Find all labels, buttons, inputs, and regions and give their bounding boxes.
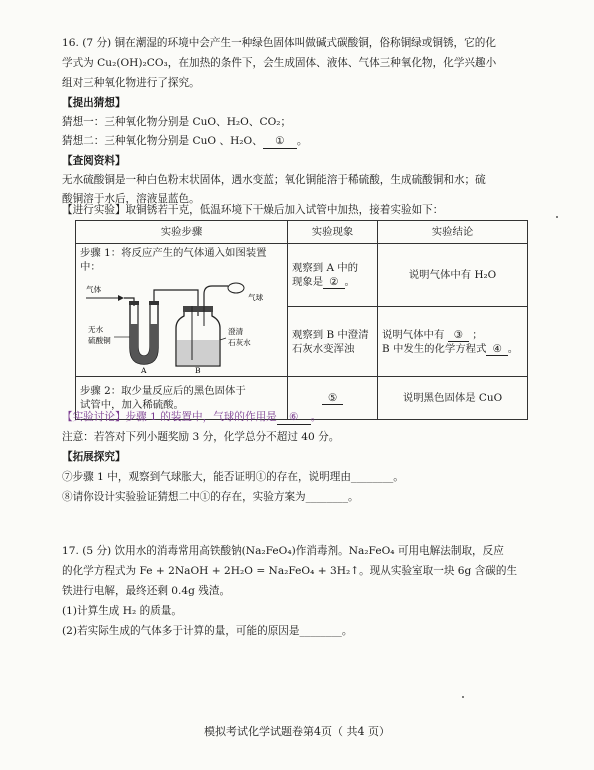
answer-blank-4[interactable]: ④ bbox=[486, 343, 507, 356]
table-header-row bbox=[76, 221, 528, 244]
header-step: 实验步骤 bbox=[76, 221, 288, 244]
header-phenomenon: 实验现象 bbox=[288, 221, 378, 244]
scan-speck bbox=[462, 696, 464, 698]
guess-one: 猜想一：三种氧化物分别是 CuO、H₂O、CO₂； bbox=[62, 116, 292, 128]
phenomenon-a-cell bbox=[288, 244, 378, 307]
step2-line1: 步骤 2：取少量反应后的黑色固体于 bbox=[80, 385, 246, 398]
phenomenon-b-line2: 石灰水变浑浊 bbox=[292, 342, 355, 355]
heading-extension: 【拓展探究】 bbox=[62, 451, 126, 463]
info-line1: 无水硫酸铜是一种白色粉末状固体，遇水变蓝；氧化铜能溶于稀硫酸，生成硫酸铜和水；硫 bbox=[62, 174, 486, 186]
equation-text: B 中发生的化学方程式 bbox=[382, 342, 487, 355]
step1-text: 步骤 1：将反应产生的气体通入如图装置中： bbox=[80, 247, 267, 274]
guess-two bbox=[62, 134, 307, 149]
gas-arrow-icon bbox=[118, 295, 124, 301]
balloon-label: 气球 bbox=[248, 293, 264, 303]
conclusion-a-cell: 说明气体中有 H₂O bbox=[378, 244, 528, 307]
q17-line1: 17. (5 分) 饮用水的消毒常用高铁酸钠(Na₂FeO₄)作消毒剂。Na₂FeO₄ 可用电解法制取，反应 bbox=[62, 545, 504, 557]
conclusion-b-cell bbox=[378, 307, 528, 377]
q17-line2: 的化学方程式为 Fe + 2NaOH + 2H₂O = Na₂FeO₄ + 3H₂↑。现从实验室取一块 6g 含碳的生 bbox=[62, 565, 518, 577]
phenomenon-a-line2 bbox=[292, 275, 373, 289]
table-row bbox=[76, 244, 528, 307]
conclusion-b-text: 说明气体中有 bbox=[382, 328, 445, 341]
guess-two-end: 。 bbox=[296, 135, 308, 147]
apparatus-diagram bbox=[80, 276, 280, 374]
discussion bbox=[62, 410, 321, 425]
phenomenon-a-line1: 观察到 A 中的 bbox=[292, 262, 359, 274]
q17-line3: 铁进行电解，最终还剩 0.4g 残渣。 bbox=[62, 585, 231, 597]
answer-blank-6[interactable]: ⑥ bbox=[277, 410, 311, 425]
label-b: B bbox=[195, 366, 201, 375]
q17-sub2: (2)若实际生成的气体多于计算的量，可能的原因是________。 bbox=[62, 625, 353, 637]
guess-two-text: 猜想二：三种氧化物分别是 CuO 、H₂O、 bbox=[62, 135, 263, 147]
gas-label: 气体 bbox=[86, 285, 102, 295]
extension-8: ⑧请你设计实验验证猜想二中①的存在，实验方案为________。 bbox=[62, 491, 359, 503]
q16-line2: 学式为 Cu₂(OH)₂CO₃，在加热的条件下，会生成固体、液体、气体三种氧化物，化学兴趣小 bbox=[62, 57, 497, 69]
q16-line3: 组对三种氧化物进行了探究。 bbox=[62, 77, 200, 89]
q16-line1: 16. (7 分) 铜在潮湿的环境中会产生一种绿色固体叫做碱式碳酸铜，俗称铜绿或铜锈，它的化 bbox=[62, 37, 496, 49]
step1-cell bbox=[76, 244, 288, 377]
conclusion-b-line1 bbox=[382, 328, 523, 342]
extension-7: ⑦步骤 1 中，观察到气球胀大，能否证明①的存在，说明理由________。 bbox=[62, 471, 404, 483]
conclusion-b-line2 bbox=[382, 342, 523, 356]
answer-blank-5[interactable]: ⑤ bbox=[322, 392, 343, 405]
q17-sub1: (1)计算生成 H₂ 的质量。 bbox=[62, 605, 182, 617]
answer-blank-1[interactable]: ① bbox=[263, 134, 297, 149]
scan-speck bbox=[556, 216, 558, 218]
conclusion-b-sep: ； bbox=[472, 328, 483, 341]
experiment-intro: 【进行实验】取铜锈若干克，低温环境下干燥后加入试管中加热，接着实验如下： bbox=[62, 204, 444, 216]
clear-label: 澄清 bbox=[228, 327, 244, 337]
bonus-note: 注意：若答对下列小题奖励 3 分，化学总分不超过 40 分。 bbox=[62, 431, 340, 443]
answer-blank-3[interactable]: ③ bbox=[448, 329, 469, 342]
header-conclusion: 实验结论 bbox=[378, 221, 528, 244]
phenomenon-b-cell bbox=[288, 307, 378, 377]
anhydrous-label: 无水 bbox=[88, 325, 104, 335]
phenomenon-a-end: 。 bbox=[344, 276, 355, 289]
cuso4-label: 硫酸铜 bbox=[88, 336, 111, 346]
heading-guess: 【提出猜想】 bbox=[62, 97, 126, 109]
info-line2: 酸铜溶于水后，溶液显蓝色。 bbox=[62, 193, 200, 205]
discussion-end: 。 bbox=[310, 411, 322, 423]
balloon-icon bbox=[228, 283, 244, 293]
answer-blank-2[interactable]: ② bbox=[323, 276, 344, 289]
label-a: A bbox=[141, 366, 147, 375]
discussion-text: 【实验讨论】步骤 1 的装置中，气球的作用是 bbox=[62, 411, 277, 423]
phenomenon-b-line1: 观察到 B 中澄清 bbox=[292, 328, 369, 341]
experiment-table bbox=[75, 220, 528, 420]
page-footer: 模拟考试化学试题卷第4页（ 共4 页） bbox=[204, 725, 390, 738]
conclusion-c-cell: 说明黑色固体是 CuO bbox=[378, 377, 528, 420]
step2-line2: 试管中，加入稀硫酸。 bbox=[80, 399, 184, 412]
heading-info: 【查阅资料】 bbox=[62, 155, 126, 167]
limewater-label: 石灰水 bbox=[228, 338, 251, 348]
equation-end: 。 bbox=[507, 342, 519, 355]
phenomenon-a-text: 现象是 bbox=[292, 276, 324, 289]
